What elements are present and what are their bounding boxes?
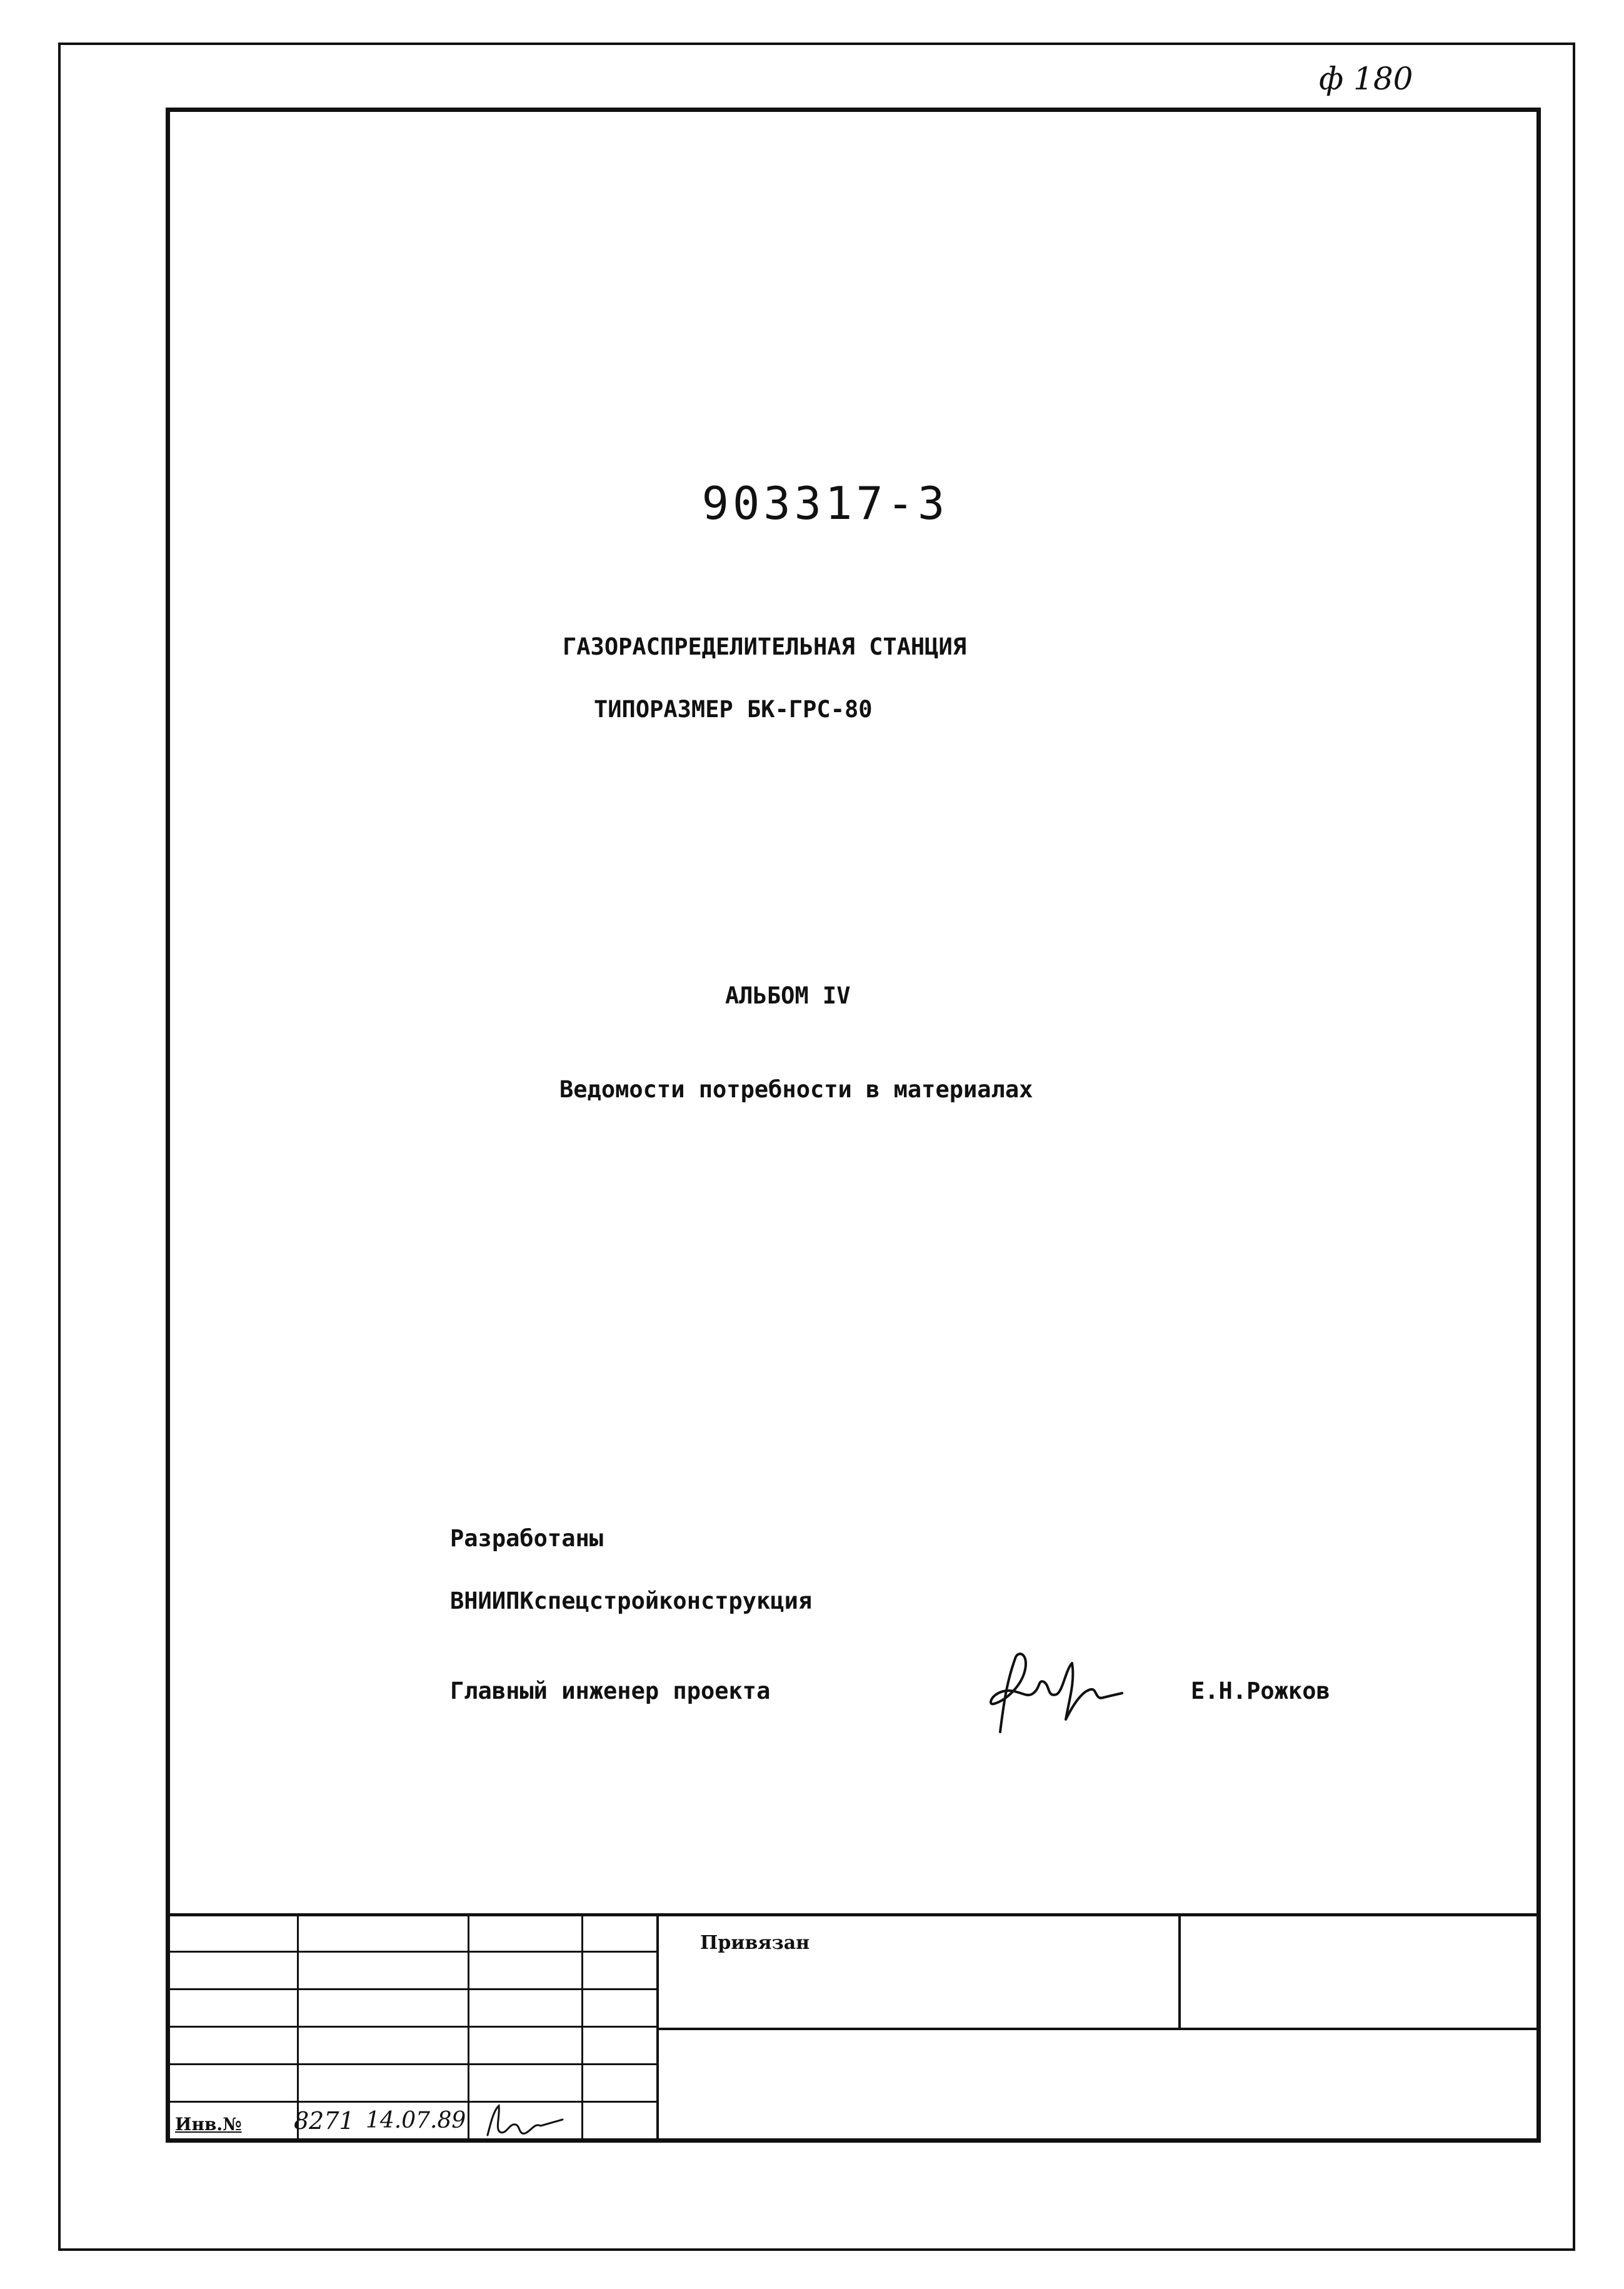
title-block-divider bbox=[656, 2028, 1541, 2030]
title-block-divider bbox=[468, 1913, 469, 2143]
title-line-2: ТИПОРАЗМЕР БК-ГРС-80 bbox=[594, 696, 873, 723]
inventory-signature bbox=[481, 2101, 575, 2141]
chief-engineer-name: Е.Н.Рожков bbox=[1191, 1678, 1330, 1704]
title-block-row-line bbox=[166, 2101, 658, 2103]
inventory-date: 14.07.89 bbox=[366, 2108, 466, 2133]
title-block-divider bbox=[581, 1913, 583, 2143]
title-block-row-line bbox=[166, 1951, 658, 1953]
binding-label: Привязан bbox=[700, 1932, 810, 1954]
developed-by-label: Разработаны bbox=[450, 1525, 604, 1552]
title-block-row-line bbox=[166, 2026, 658, 2028]
title-block-row-line bbox=[166, 1988, 658, 1990]
chief-engineer-label: Главный инженер проекта bbox=[450, 1678, 771, 1704]
chief-engineer-signature bbox=[956, 1644, 1156, 1738]
title-block-row-line bbox=[166, 2063, 658, 2065]
inventory-number: 8271 bbox=[294, 2107, 354, 2135]
title-block-top-border bbox=[166, 1913, 1541, 1916]
title-line-1: ГАЗОРАСПРЕДЕЛИТЕЛЬНАЯ СТАНЦИЯ bbox=[563, 633, 967, 660]
drawing-frame bbox=[166, 108, 1541, 2143]
developer-organization: ВНИИПКспецстройконструкция bbox=[450, 1587, 813, 1614]
album-label: АЛЬБОМ IV bbox=[725, 982, 851, 1009]
title-block-divider bbox=[1178, 1913, 1181, 2029]
inventory-label: Инв.№ bbox=[175, 2114, 242, 2135]
document-code: 903317-3 bbox=[701, 477, 949, 530]
album-subtitle: Ведомости потребности в материалах bbox=[559, 1076, 1033, 1103]
sheet-number: ф 180 bbox=[1319, 61, 1413, 97]
